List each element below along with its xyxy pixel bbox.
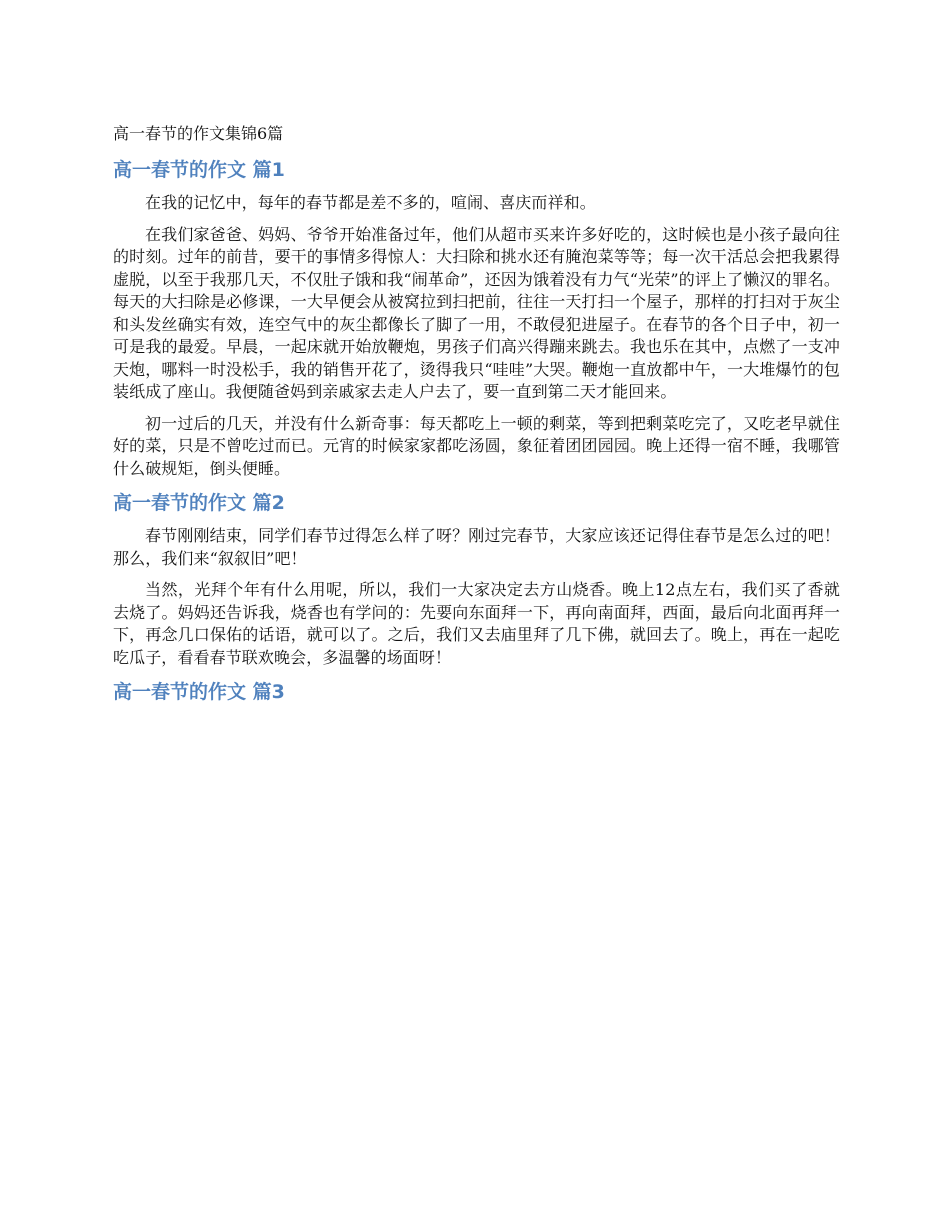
section-2 xyxy=(113,489,840,669)
paragraph: 春节刚刚结束，同学们春节过得怎么样了呀？刚过完春节，大家应该还记得住春节是怎么过的吧！那么，我们来“叙叙旧”吧！ xyxy=(113,526,840,568)
paragraph: 初一过后的几天，并没有什么新奇事：每天都吃上一顿的剩菜，等到把剩菜吃完了，又吃老早就住好的菜，只是不曾吃过而已。元宵的时候家家都吃汤圆，象征着团团园园。晚上还得一宿不睡，我哪管什么破规矩，倒头便睡。 xyxy=(113,413,840,478)
document-title: 高一春节的作文集锦6篇 xyxy=(113,124,284,143)
section-3 xyxy=(113,678,840,706)
paragraph: 在我的记忆中，每年的春节都是差不多的，喧闹、喜庆而祥和。 xyxy=(145,193,596,212)
section-heading: 高一春节的作文 篇2 xyxy=(113,492,285,514)
section-1 xyxy=(113,156,840,480)
section-heading: 高一春节的作文 篇3 xyxy=(113,681,285,703)
paragraph: 在我们家爸爸、妈妈、爷爷开始准备过年，他们从超市买来许多好吃的，这时候也是小孩子最向往的时刻。过年的前昔，要干的事情多得惊人：大扫除和挑水还有腌泡菜等等；每一次干活总会把我累得虚脱，以至于我那几天，不仅肚子饿和我“闹革命”，还因为饿着没有力气“光荣”的评上了懒汉的罪名。每天的大扫除是必修课，一大早便会从被窝拉到扫把前，往往一天打扫一个屋子，那样的打扫对于灰尘和头发丝确实有效，连空气中的灰尘都像长了脚了一用，不敢侵犯进屋子。在春节的各个日子中，初一可是我的最爱。早晨，一起床就开始放鞭炮，男孩子们高兴得蹦来跳去。我也乐在其中，点燃了一支冲天炮，哪料一时没松手，我的销售开花了，烫得我只“哇哇”大哭。鞭炮一直放都中午，一大堆爆竹的包装纸成了座山。我便随爸妈到亲戚家去走人户去了，要一直到第二天才能回来。 xyxy=(113,224,840,401)
section-heading: 高一春节的作文 篇1 xyxy=(113,159,285,181)
paragraph: 当然，光拜个年有什么用呢，所以，我们一大家决定去方山烧香。晚上12点左右，我们买了香就去烧了。妈妈还告诉我，烧香也有学问的：先要向东面拜一下，再向南面拜，西面，最后向北面再拜一下，再念几口保佑的话语，就可以了。之后，我们又去庙里拜了几下佛，就回去了。晚上，再在一起吃吃瓜子，看看春节联欢晚会，多温馨的场面呀！ xyxy=(113,580,840,667)
document-page xyxy=(113,122,840,714)
